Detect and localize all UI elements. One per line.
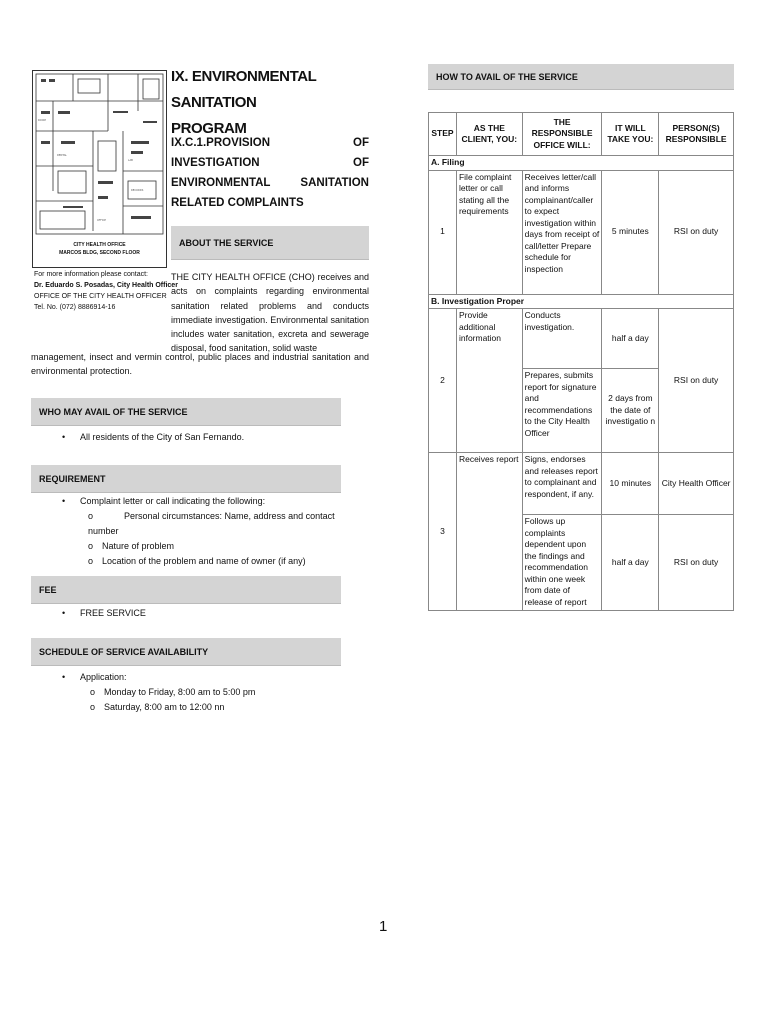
- about-text: THE CITY HEALTH OFFICE (CHO) receives and acts on complaints regarding environmental sanitation related problems and conducts immediate investigation. Environmental sanitation includes water sanitation, excreta and sewerage disposal, food sanitation, solid waste: [171, 272, 369, 354]
- header-step: STEP: [429, 113, 457, 156]
- time-required: 2 days from the date of investigatio n: [602, 369, 659, 453]
- sub-list-item: [62, 700, 352, 715]
- phase-filing: A. Filing: [429, 156, 734, 171]
- contact-office: OFFICE OF THE CITY HEALTH OFFICER: [34, 293, 167, 300]
- list-item: [62, 430, 352, 445]
- page-title-line2: PROGRAM: [171, 120, 247, 137]
- step-number: 1: [429, 170, 457, 294]
- time-required: 10 minutes: [602, 453, 659, 515]
- office-action: Signs, endorses and releases report to complainant and respondent, if any.: [522, 453, 602, 515]
- procedure-table: [428, 112, 734, 611]
- who-item: All residents of the City of San Fernando.: [80, 432, 245, 442]
- circle-bullet-icon: o: [90, 687, 96, 697]
- schedule-list: [62, 670, 352, 715]
- client-action: File complaint letter or call stating all the requirements: [456, 170, 522, 294]
- requirement-list: [62, 494, 362, 569]
- requirement-subitem: Personal circumstances: Name, address and contact number: [88, 511, 335, 536]
- service-title: IX.C.1.PROVISION OF INVESTIGATION OF ENVIRONMENTAL SANITATION RELATED COMPLAINTS: [171, 137, 369, 209]
- contact-person: Dr. Eduardo S. Posadas, City Health Officer: [34, 282, 178, 289]
- fee-heading: FEE: [31, 576, 341, 604]
- contact-info: [34, 269, 178, 313]
- circle-bullet-icon: o: [88, 511, 94, 521]
- list-item: [62, 670, 352, 685]
- header-client: AS THE CLIENT, YOU:: [456, 113, 522, 156]
- floor-plan-figure: [32, 70, 167, 268]
- sub-list-item: [62, 509, 362, 539]
- circle-bullet-icon: o: [88, 541, 94, 551]
- person-responsible: RSI on duty: [659, 170, 734, 294]
- time-required: half a day: [602, 309, 659, 369]
- person-responsible: City Health Officer: [659, 453, 734, 515]
- time-required: 5 minutes: [602, 170, 659, 294]
- phase-row: [429, 294, 734, 309]
- bullet-icon: •: [62, 608, 66, 618]
- page-title-line1: IX. ENVIRONMENTAL SANITATION: [171, 68, 317, 111]
- requirement-item: Complaint letter or call indicating the following:: [80, 496, 266, 506]
- requirement-subitem: Nature of problem: [102, 541, 175, 551]
- office-action: Receives letter/call and informs complainant/caller to expect investigation within days from receipt of call/letter Prepare schedule for inspection: [522, 170, 602, 294]
- step-number: 2: [429, 309, 457, 453]
- bullet-icon: •: [62, 432, 66, 442]
- list-item: [62, 494, 362, 509]
- who-list: [62, 430, 352, 445]
- bullet-icon: •: [62, 496, 66, 506]
- contact-phone: Tel. No. (072) 8886914-16: [34, 304, 116, 311]
- step-number: 3: [429, 453, 457, 611]
- bullet-icon: •: [62, 672, 66, 682]
- schedule-item: Application:: [80, 672, 127, 682]
- schedule-heading: SCHEDULE OF SERVICE AVAILABILITY: [31, 638, 341, 666]
- page-number: 1: [379, 918, 388, 935]
- contact-intro: For more information please contact:: [34, 271, 148, 278]
- sub-list-item: [62, 554, 362, 569]
- how-heading: HOW TO AVAIL OF THE SERVICE: [428, 64, 734, 90]
- header-time: IT WILL TAKE YOU:: [602, 113, 659, 156]
- svg-text:LAB: LAB: [128, 159, 133, 162]
- floor-plan-drawing: [33, 71, 166, 267]
- svg-text:OFFICE: OFFICE: [97, 219, 106, 222]
- person-responsible: RSI on duty: [659, 309, 734, 453]
- requirement-heading: REQUIREMENT: [31, 465, 341, 493]
- circle-bullet-icon: o: [88, 556, 94, 566]
- svg-text:DENTAL: DENTAL: [57, 154, 67, 157]
- schedule-subitem: Saturday, 8:00 am to 12:00 nn: [104, 702, 225, 712]
- svg-text:RECORDS: RECORDS: [131, 189, 144, 192]
- circle-bullet-icon: o: [90, 702, 96, 712]
- fee-item: FREE SERVICE: [80, 608, 146, 618]
- sub-list-item: [62, 539, 362, 554]
- page-title: [171, 64, 371, 142]
- phase-row: [429, 156, 734, 171]
- svg-text:ROOM: ROOM: [38, 119, 46, 122]
- floor-plan-sublabel: MARCOS BLDG, SECOND FLOOR: [59, 250, 140, 256]
- phase-investigation: B. Investigation Proper: [429, 294, 734, 309]
- about-heading: ABOUT THE SERVICE: [171, 226, 369, 260]
- person-responsible: RSI on duty: [659, 515, 734, 611]
- fee-list: [62, 606, 352, 621]
- table-row: [429, 170, 734, 294]
- table-row: [429, 309, 734, 369]
- table-row: [429, 453, 734, 515]
- client-action: Receives report: [456, 453, 522, 611]
- office-action: Prepares, submits report for signature and recommendations to the City Health Officer: [522, 369, 602, 453]
- requirement-subitem: Location of the problem and name of owner (if any): [102, 556, 306, 566]
- table-header-row: [429, 113, 734, 156]
- about-text-continued: management, insect and vermin control, public places and industrial sanitation and environmental protection.: [31, 352, 369, 377]
- schedule-subitem: Monday to Friday, 8:00 am to 5:00 pm: [104, 687, 256, 697]
- office-action: Follows up complaints dependent upon the findings and recommendation within one week from date of release of report: [522, 515, 602, 611]
- header-office: THE RESPONSIBLE OFFICE WILL:: [522, 113, 602, 156]
- list-item: [62, 606, 352, 621]
- time-required: half a day: [602, 515, 659, 611]
- sub-list-item: [62, 685, 352, 700]
- floor-plan-label: CITY HEALTH OFFICE: [73, 242, 126, 248]
- who-heading: WHO MAY AVAIL OF THE SERVICE: [31, 398, 341, 426]
- header-person: PERSON(S) RESPONSIBLE: [659, 113, 734, 156]
- office-action: Conducts investigation.: [522, 309, 602, 369]
- client-action: Provide additional information: [456, 309, 522, 453]
